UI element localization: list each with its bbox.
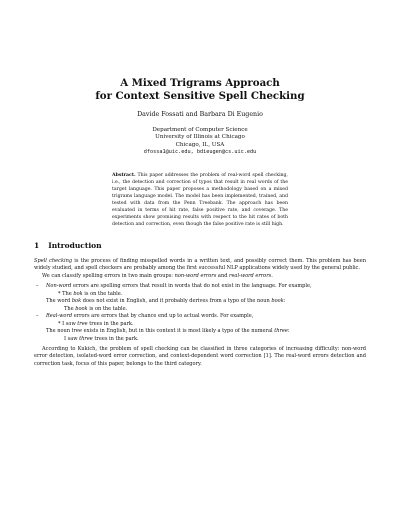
paper-title-line-2: for Context Sensitive Spell Checking [95,90,305,102]
example-3-a: * I [58,320,66,327]
paragraph-2-text-c: . [271,272,273,279]
example-4 [34,336,366,343]
paragraph-2-text-b: and [216,272,230,279]
example-1-word: bok [73,290,83,297]
list-item-non-word [34,283,366,290]
example-3 [34,321,366,328]
abstract [112,172,288,228]
term-spell-checking: Spell checking [34,258,73,264]
real-word-explain-b: exists in English, but in this context it is most likely a typo of the numeral [82,328,275,335]
term-non-word-errors: non-word errors [174,272,217,279]
section-heading [34,241,102,250]
paper-title-line-1: A Mixed Trigrams Approach [120,77,280,89]
paragraph-1 [34,258,366,273]
list-item-real-word-text: errors are errors that by chance end up to actual words. For example, [72,313,254,320]
example-2-b: is on the table. [87,305,128,312]
list-dash: – [36,283,39,290]
affiliation-university: University of Illinois at Chicago [155,134,245,141]
list-dash: – [36,313,39,320]
real-word-explain-numeral: three [274,328,288,335]
list-item-non-word-continued [34,298,366,305]
example-1-b: is on the table. [82,290,123,297]
term-real-word: Real-word [46,313,73,320]
term-non-word: Non-word [46,283,72,290]
example-4-word: three [79,335,93,342]
affiliation-city: Chicago, IL, USA [175,141,225,148]
paragraph-3: According to Kukich, the problem of spell checking can be classified in three categories of increasing difficulty: non-word error detection, isolated-word error correction, and context-dependent word correction [1]. The real-word errors detection and correction task, focus of this paper, belongs to the third category. [34,345,366,367]
example-3-b: trees in the park. [87,320,134,327]
list-item-real-word [34,313,366,320]
example-2-a: The [64,305,76,312]
list-item-real-word-continued [34,328,366,335]
example-4-b: trees in the park. [92,335,139,342]
example-2-word: book [75,305,88,312]
real-word-explain-a: The noun [46,328,72,335]
affiliation [0,127,400,157]
non-word-explain-noun: book [271,298,284,305]
body-text [34,258,366,368]
real-word-explain-c: : [287,328,290,335]
term-real-word-errors: real-word errors [229,272,272,279]
non-word-explain-a: The word [46,298,72,305]
example-2 [34,306,366,313]
paragraph-1-text: is the process of finding misspelled words in a written text, and possibly correct them. This problem has been widely studied, and spell checkers are probably among the first successful NLP applications widely used by the general public. [34,258,366,272]
non-word-explain-word: bok [71,298,82,305]
affiliation-dept: Department of Computer Science [152,127,248,133]
example-3-word: saw tree [65,320,88,327]
abstract-label: Abstract. [112,173,136,178]
paragraph-2-text-a: We can classify spelling errors in two main groups: [42,272,175,279]
authors: Davide Fossati and Barbara Di Eugenio [137,111,263,118]
example-1 [34,291,366,298]
list-item-non-word-text: errors are spelling errors that result in words that do not exist in the language. For example, [71,283,312,290]
example-4-a: I saw [64,335,80,342]
section-number: 1 [34,241,40,250]
author-emails: dfossa1@uic.edu, bdieugen@cs.uic.edu [143,149,257,156]
non-word-explain-b: does not exist in English, and it probably derives from a typo of the noun [81,298,272,305]
abstract-text: This paper addresses the problem of real-word spell checking, i.e., the detection and correction of typos that result in real words of the target language. This paper proposes a methodology based on a mixed trigrams language model. The model has been implemented, trained, and tested with data from the Penn Treebank. The approach has been evaluated in terms of hit rate, false positive rate, and coverage. The experiments show promising results with respect to the hit rates of both detection and correction, even though the false positive rate is still high. [112,173,288,228]
paragraph-2 [34,273,366,280]
real-word-explain-word: tree [71,328,83,335]
example-1-a: * The [58,290,74,297]
section-title: Introduction [48,241,102,250]
non-word-explain-c: : [283,298,286,305]
